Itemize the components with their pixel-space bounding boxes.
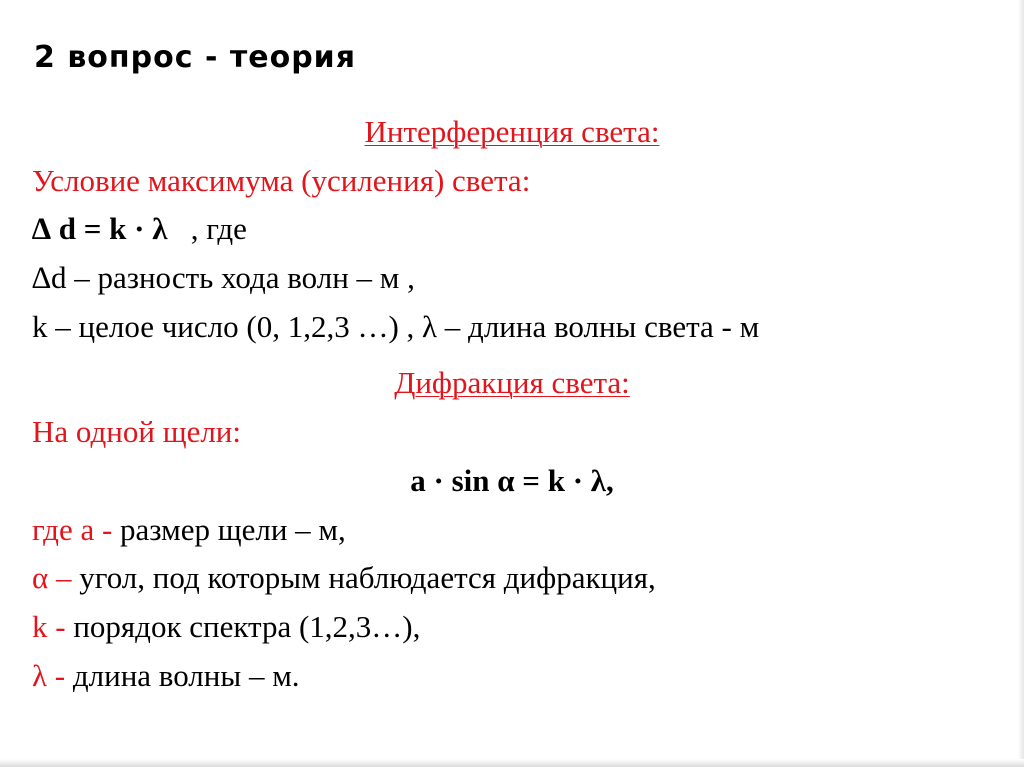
interference-formula-suffix: , где [167,211,247,247]
slide-body [32,108,992,700]
lambda-prefix: λ - [32,657,66,693]
slide-bottom-shadow [0,759,1024,767]
lambda-text: длина волны – м. [65,657,300,693]
diffraction-subtitle: На одной щели: [32,414,242,450]
diffraction-k [32,603,992,652]
alpha-prefix: α – [32,560,72,596]
slide-heading: 2 вопрос - теория [34,40,356,75]
interference-title-line [32,108,992,157]
where-a-prefix: где a - [32,511,113,547]
diffraction-alpha [32,554,992,603]
diffraction-where-a [32,506,992,555]
interference-condition: Условие максимума (усиления) света: [32,162,531,198]
slide-right-shadow [1018,0,1024,767]
diffraction-formula: a · sin α = k · λ, [410,462,614,498]
where-a-text: размер щели – м, [112,511,346,547]
interference-formula-line [32,205,992,254]
diffraction-title: Дифракция света: [394,365,630,401]
interference-title: Интерференция света: [364,114,660,149]
interference-formula: ∆ d = k · λ [32,211,168,247]
interference-def-k-lambda: k – целое число (0, 1,2,3 …) , λ – длина волны света - м [32,308,760,344]
alpha-text: угол, под которым наблюдается дифракция, [71,560,656,596]
diffraction-formula-line [32,457,992,506]
k-text: порядок спектра (1,2,3…), [65,608,421,644]
k-prefix: k - [32,608,66,644]
diffraction-title-line [32,359,992,408]
diffraction-lambda [32,652,992,701]
interference-def-delta: ∆d – разность хода волн – м , [32,260,415,296]
